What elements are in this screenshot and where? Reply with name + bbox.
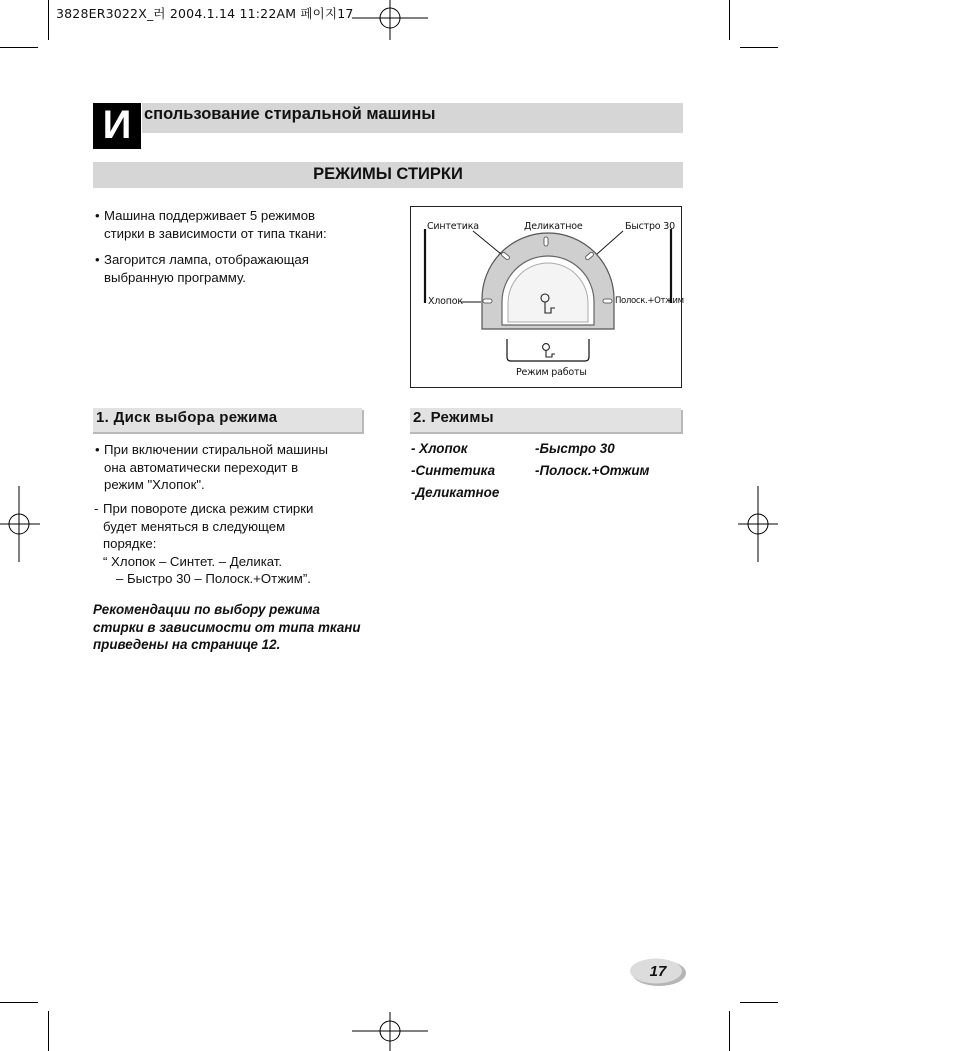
panel-label-rinse-spin: Полоск.+Отжим: [615, 296, 684, 306]
recommendation-note-line-3: приведены на странице 12.: [93, 637, 281, 652]
panel-label-quick30: Быстро 30: [625, 221, 675, 232]
dial-bullet: [95, 441, 328, 494]
dial-dash-item: [94, 500, 313, 553]
dial-bullet-line-3: режим "Хлопок".: [104, 477, 205, 492]
intro-bullet-1: [95, 207, 327, 242]
recommendation-note: [93, 601, 361, 654]
hand-icon-small: [543, 344, 555, 357]
modes-heading-shadow: [681, 410, 683, 434]
intro-bullet-2-line-2: выбранную программу.: [104, 269, 246, 285]
modes-heading: 2. Режимы: [413, 409, 494, 426]
registration-mark-right: [738, 486, 778, 562]
print-header: 3828ER3022X_러 2004.1.14 11:22AM 페이지17: [56, 6, 354, 21]
registration-mark-left: [0, 486, 40, 562]
bullet-mark: •: [95, 208, 100, 223]
dial-dash-line-2: будет меняться в следующем: [103, 518, 286, 534]
intro-bullet-1-line-2: стирки в зависимости от типа ткани:: [104, 225, 327, 241]
panel-label-cotton: Хлопок: [428, 296, 463, 307]
title-initial: И: [93, 103, 141, 149]
dial-dash-line-1: При повороте диска режим стирки: [103, 501, 314, 516]
mode-cotton: - Хлопок: [411, 441, 468, 456]
recommendation-note-line-2: стирки в зависимости от типа ткани: [93, 619, 361, 635]
dial-heading-shadow: [362, 410, 364, 434]
dial-heading-underline: [93, 432, 364, 434]
mode-quick30: -Быстро 30: [535, 441, 615, 456]
mode-synthetics: -Синтетика: [411, 463, 496, 478]
registration-mark-bottom: [352, 1012, 428, 1051]
bullet-mark: •: [95, 252, 100, 267]
control-panel-illustration: [410, 206, 682, 388]
registration-mark-top: [352, 0, 428, 40]
dash-mark: -: [94, 501, 99, 516]
modes-heading-underline: [410, 432, 683, 434]
dial-heading: 1. Диск выбора режима: [96, 409, 278, 426]
bullet-mark: •: [95, 442, 100, 457]
intro-bullet-2: [95, 251, 309, 286]
dial-bullet-line-2: она автоматически переходит в: [104, 459, 299, 475]
panel-label-synthetics: Синтетика: [427, 221, 479, 232]
intro-bullet-1-line-1: Машина поддерживает 5 режимов: [104, 208, 316, 223]
section-title: РЕЖИМЫ СТИРКИ: [93, 162, 683, 188]
recommendation-note-line-1: Рекомендации по выбору режима: [93, 602, 320, 617]
panel-label-mode-work: Режим работы: [516, 367, 587, 378]
mode-rinse-spin: -Полоск.+Отжим: [535, 463, 650, 478]
mode-delicate: -Деликатное: [411, 485, 500, 500]
intro-bullet-2-line-1: Загорится лампа, отображающая: [104, 252, 309, 267]
dial-dash-line-3: порядке:: [103, 536, 157, 551]
page-number: 17: [649, 963, 667, 980]
panel-label-delicate: Деликатное: [524, 221, 583, 232]
dial-bullet-line-1: При включении стиральной машины: [104, 442, 328, 457]
dial-order-line-1: “ Хлопок – Синтет. – Деликат.: [103, 554, 283, 569]
dial-order-line-2: – Быстро 30 – Полоск.+Отжим”.: [116, 571, 311, 586]
page-title: спользование стиральной машины: [144, 105, 436, 123]
